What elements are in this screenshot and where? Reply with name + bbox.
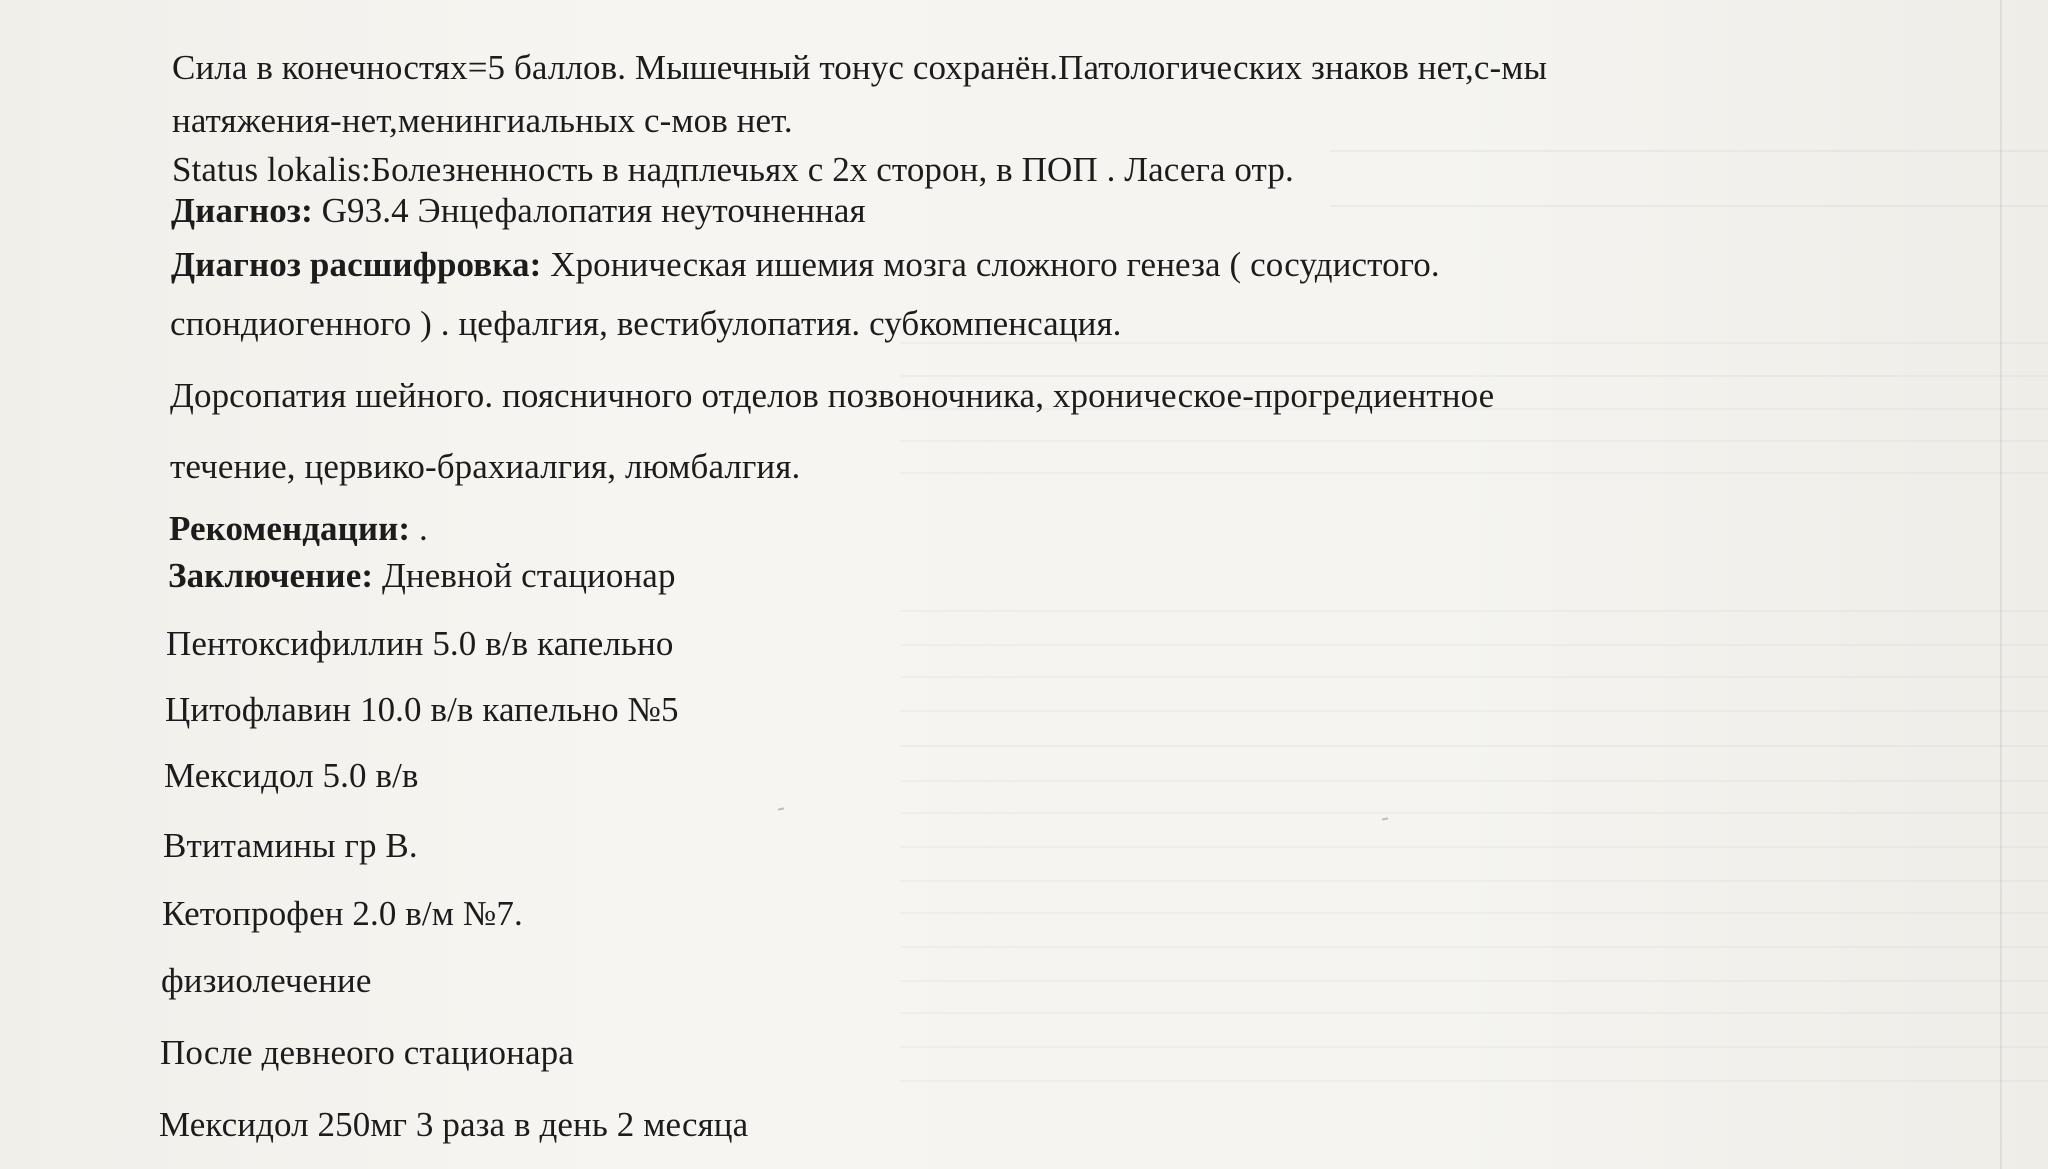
dorsopathy-continued-line [170,447,800,487]
bleed-through-line [1330,150,2048,152]
after-day-hospital-line [160,1033,574,1073]
bleed-through-line [900,745,2048,747]
line-text: Втитамины гр В. [163,826,418,865]
bleed-through-line [900,1080,2048,1082]
bleed-through-line [900,1046,2048,1048]
line-text: Сила в конечностях=5 баллов. Мышечный тонус сохранён.Патологических знаков нет,с-мы [172,48,1548,87]
bleed-through-line [900,880,2048,882]
line-text: Дорсопатия шейного. поясничного отделов позвоночника, хроническое-прогредиентное [170,376,1495,415]
line-text: спондиогенного ) . цефалгия, вестибулопатия. субкомпенсация. [170,304,1122,343]
bleed-through-line [900,812,2048,814]
line-text: Пентоксифиллин 5.0 в/в капельно [166,624,674,663]
bleed-through-line [900,472,2048,474]
scan-speck [778,807,784,810]
medication-line [164,756,419,796]
medication-line [165,690,679,730]
scan-speck [1382,817,1388,820]
conclusion-label: Заключение: [168,556,374,595]
bleed-through-line [900,912,2048,914]
exam-meningeal-line [172,101,793,141]
line-text: течение, цервико-брахиалгия, люмбалгия. [170,447,801,486]
bleed-through-line [900,946,2048,948]
exam-strength-line [172,48,1547,88]
dorsopathy-line [170,376,1494,416]
conclusion-value: Дневной стационар [373,556,676,595]
diagnosis-details-line [171,245,1440,285]
line-text: Мексидол 250мг 3 раза в день 2 месяца [159,1105,749,1144]
bleed-through-line [900,846,2048,848]
diagnosis-line [171,191,866,231]
status-localis-line [172,150,1294,190]
line-text: физиолечение [161,961,372,1000]
bleed-through-line [900,780,2048,782]
medication-line [166,624,673,664]
diagnosis-continued-line [170,304,1122,344]
diagnosis-details-label: Диагноз расшифровка: [171,245,542,284]
bleed-through-line [900,440,2048,442]
line-text: Цитофлавин 10.0 в/в капельно №5 [165,690,679,729]
recommendations-line [169,509,428,549]
bleed-through-line [900,1012,2048,1014]
line-text: натяжения-нет,менингиальных с-мов нет. [172,101,793,140]
recommendations-label: Рекомендации: [169,509,411,548]
conclusion-line [168,556,676,596]
diagnosis-value: G93.4 Энцефалопатия неуточненная [312,191,866,230]
diagnosis-label: Диагноз: [171,191,313,230]
bleed-through-line [900,676,2048,678]
line-text: Мексидол 5.0 в/в [164,756,419,795]
diagnosis-details-value: Хроническая ишемия мозга сложного генеза ( сосудистого. [541,245,1440,284]
line-text: Кетопрофен 2.0 в/м №7. [162,894,523,933]
line-text: Status lokalis:Болезненность в надплечьях с 2х сторон, в ПОП . Ласега отр. [172,150,1294,189]
recommendations-value: . [410,509,428,548]
medication-line [159,1105,748,1145]
physiotherapy-line [161,961,371,1001]
medication-line [162,894,523,934]
line-text: После девнеого стационара [160,1033,574,1072]
page-edge-shadow [2000,0,2002,1169]
bleed-through-line [900,610,2048,612]
bleed-through-line [900,644,2048,646]
bleed-through-line [900,710,2048,712]
bleed-through-line [900,980,2048,982]
bleed-through-line [1330,205,2048,207]
medication-line [163,826,418,866]
